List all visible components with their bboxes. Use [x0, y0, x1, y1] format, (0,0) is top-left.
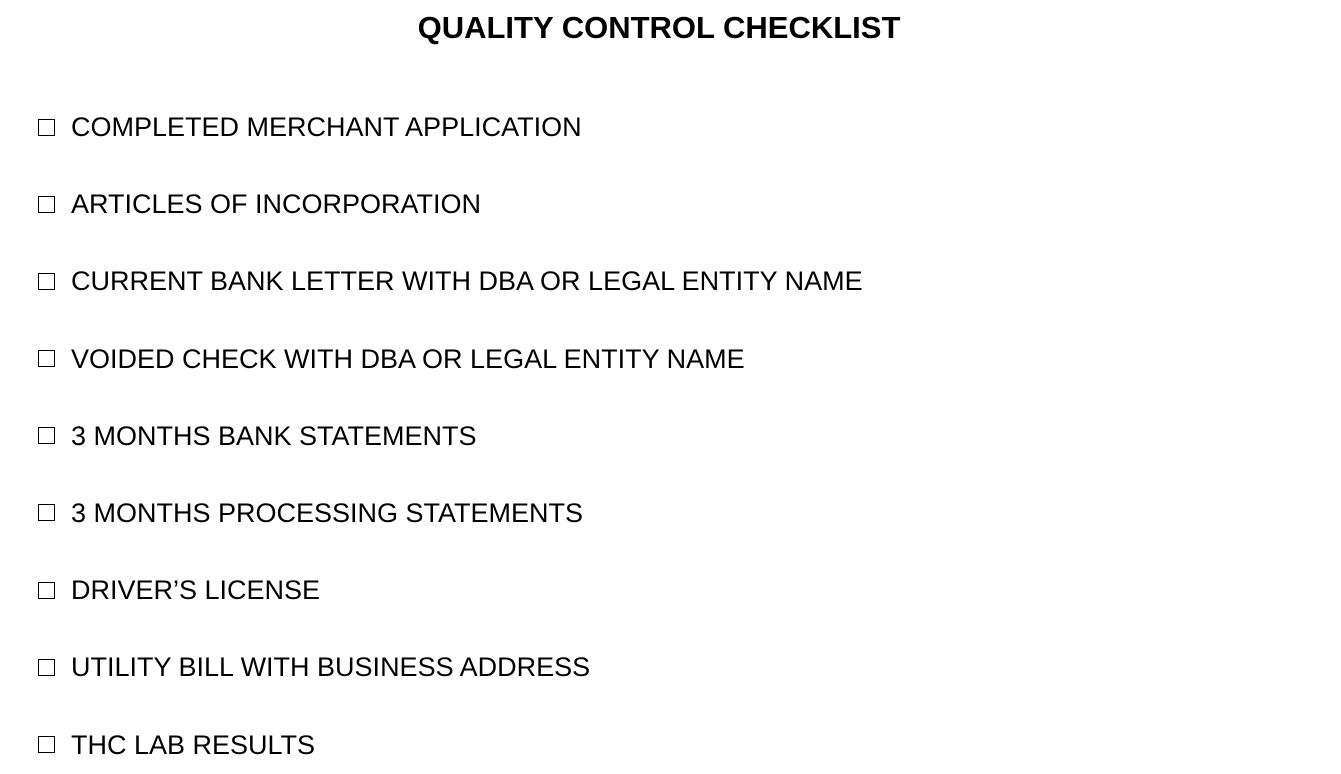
- page-title: QUALITY CONTROL CHECKLIST: [417, 10, 901, 45]
- list-item: [38, 724, 863, 766]
- checklist: [38, 106, 863, 766]
- checklist-item-label: 3 MONTHS BANK STATEMENTS: [71, 420, 477, 451]
- list-item: [38, 183, 863, 225]
- checklist-item-label: ARTICLES OF INCORPORATION: [71, 189, 482, 220]
- list-item: [38, 569, 863, 611]
- checkbox-icon[interactable]: [38, 273, 55, 290]
- checkbox-icon[interactable]: [38, 659, 55, 676]
- checkbox-icon[interactable]: [38, 736, 55, 753]
- checklist-item-label: 3 MONTHS PROCESSING STATEMENTS: [71, 497, 584, 528]
- checkbox-icon[interactable]: [38, 119, 55, 136]
- checkbox-icon[interactable]: [38, 504, 55, 521]
- list-item: [38, 338, 863, 380]
- checkbox-icon[interactable]: [38, 582, 55, 599]
- checkbox-icon[interactable]: [38, 196, 55, 213]
- list-item: [38, 106, 863, 148]
- list-item: [38, 415, 863, 457]
- checkbox-icon[interactable]: [38, 350, 55, 367]
- checklist-item-label: CURRENT BANK LETTER WITH DBA OR LEGAL ENTITY NAME: [71, 266, 863, 297]
- checklist-item-label: VOIDED CHECK WITH DBA OR LEGAL ENTITY NAME: [71, 343, 745, 374]
- checklist-item-label: THC LAB RESULTS: [71, 729, 316, 760]
- checkbox-icon[interactable]: [38, 427, 55, 444]
- checklist-item-label: COMPLETED MERCHANT APPLICATION: [71, 112, 582, 142]
- checklist-item-label: UTILITY BILL WITH BUSINESS ADDRESS: [71, 652, 591, 683]
- list-item: [38, 492, 863, 534]
- list-item: [38, 260, 863, 302]
- checklist-item-label: DRIVER’S LICENSE: [71, 575, 321, 606]
- list-item: [38, 646, 863, 688]
